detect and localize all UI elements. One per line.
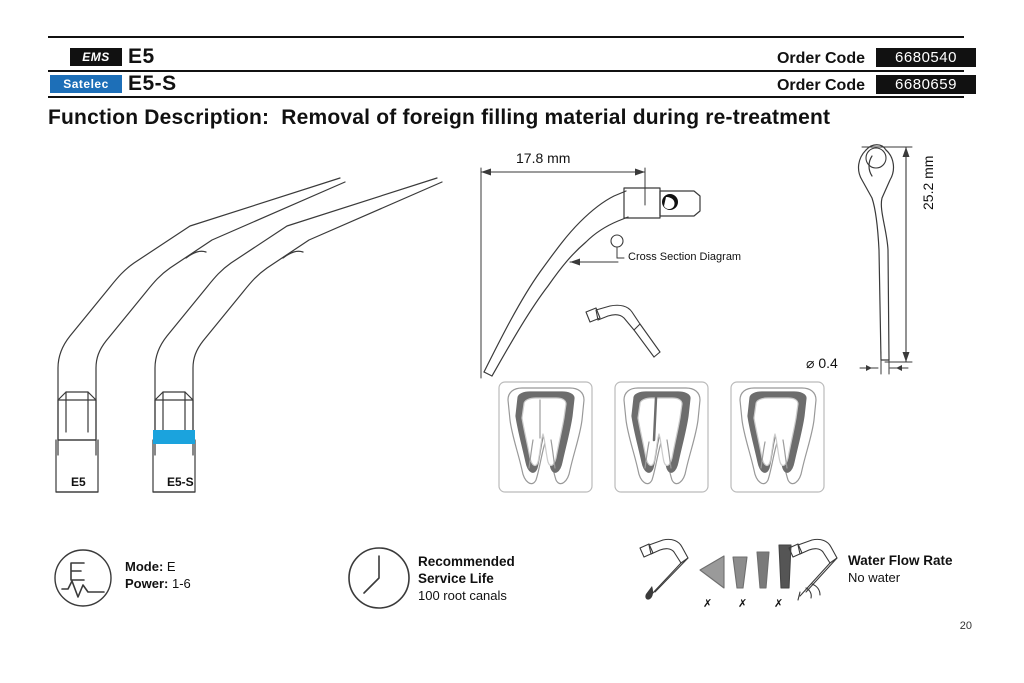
power-value: 1-6	[171, 576, 191, 591]
handpiece-icon	[586, 305, 660, 357]
service-life-line2: Service Life	[418, 571, 494, 586]
service-life-value: 100 root canals	[418, 588, 507, 603]
header-rule-bottom	[48, 96, 964, 98]
cross-mark-3: ✗	[774, 598, 784, 610]
water-flow-icons	[640, 539, 837, 600]
dimension-height-25-2	[862, 147, 912, 362]
header-rule-top	[48, 36, 964, 38]
water-flow-info	[848, 552, 953, 586]
blue-ring-marker	[153, 430, 195, 444]
tooth-illustrations	[499, 382, 824, 492]
function-description	[48, 106, 830, 130]
mode-power-info	[125, 558, 191, 592]
tip-caption-e5: E5	[71, 475, 86, 489]
tip-caption-e5s: E5-S	[167, 475, 194, 489]
mode-label: Mode:	[125, 559, 164, 574]
page-number: 20	[959, 620, 972, 632]
service-life-line1: Recommended	[418, 554, 515, 569]
tooth-illustration-3	[731, 382, 824, 492]
cross-mark-1: ✗	[703, 598, 713, 610]
dimension-diameter-0-4	[860, 352, 908, 374]
service-life-info	[418, 553, 515, 604]
function-description-text: Removal of foreign filling material during re-treatment	[281, 106, 831, 129]
dimension-label-length: 17.8 mm	[516, 150, 571, 166]
dimension-label-diameter: ⌀ 0.4	[806, 355, 838, 371]
header-rule-middle	[48, 70, 964, 72]
clock-icon	[349, 548, 409, 608]
power-line	[125, 575, 191, 592]
order-code-value-2: 6680659	[876, 75, 976, 94]
cross-mark-2: ✗	[738, 598, 748, 610]
water-flow-title: Water Flow Rate	[848, 553, 953, 568]
order-code-label-1: Order Code	[776, 50, 865, 67]
function-description-prefix: Function Description	[48, 106, 262, 129]
mode-value: E	[166, 559, 176, 574]
dimension-label-height: 25.2 mm	[920, 155, 936, 210]
brand-badge-satelec: Satelec	[50, 75, 122, 93]
mode-line	[125, 558, 191, 575]
order-code-label-2: Order Code	[776, 77, 865, 94]
cross-section-pointer	[570, 235, 624, 266]
power-label: Power:	[125, 576, 169, 591]
tip-profile-middle	[484, 188, 700, 376]
tip-drawing-right	[859, 145, 894, 360]
tip-drawing-e5s	[153, 178, 442, 492]
function-description-separator: :	[262, 106, 270, 129]
tip-name-e5: E5	[128, 45, 155, 68]
mode-icon	[55, 550, 111, 606]
dimension-length-17-8	[481, 168, 645, 378]
cross-section-label: Cross Section Diagram	[628, 251, 742, 263]
water-flow-value: No water	[848, 570, 901, 585]
tooth-illustration-1	[499, 382, 592, 492]
tip-name-e5s: E5-S	[128, 72, 177, 95]
order-code-value-1: 6680540	[876, 48, 976, 67]
brand-badge-ems: EMS	[70, 48, 122, 66]
tooth-illustration-2	[615, 382, 708, 492]
tip-drawing-e5	[56, 178, 345, 492]
